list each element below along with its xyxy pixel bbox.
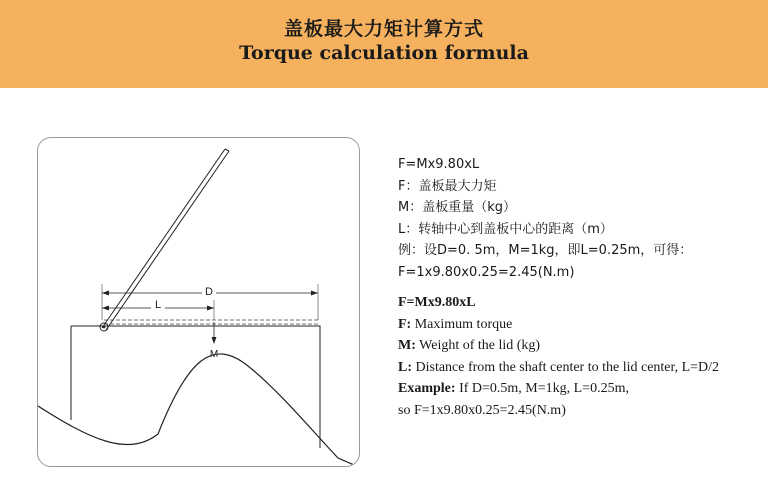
title-english: Torque calculation formula [239, 42, 529, 64]
en-l-row [398, 357, 719, 379]
en-l-label: L: [398, 359, 412, 375]
cn-formula: F=Mx9.80xL [398, 157, 480, 172]
dim-d-arrow-left [102, 291, 109, 296]
dim-l-arrow-right [207, 306, 214, 311]
wave-curve [38, 354, 360, 467]
en-l-text: Distance from the shaft center to the lid center, L=D/2 [415, 359, 720, 375]
en-formula-text: F=Mx9.80xL [398, 295, 476, 310]
cn-m-description: M：盖板重量（kg） [398, 200, 516, 215]
en-m-label: M: [398, 338, 416, 353]
dim-d-arrow-right [311, 291, 318, 296]
header-banner [0, 0, 768, 88]
cn-example: 例：设D=0. 5m，M=1kg，即L=0.25m，可得： [398, 243, 693, 258]
title-chinese: 盖板最大力矩计算方式 [283, 18, 484, 40]
torque-diagram [37, 137, 360, 467]
en-result: so F=1x9.80x0.25=2.45(N.m) [398, 402, 566, 418]
force-arrow-icon [212, 337, 217, 344]
lid-tip [225, 149, 229, 151]
en-f-text: Maximum torque [414, 316, 513, 332]
en-m-text: Weight of the lid (kg) [419, 338, 541, 353]
cn-result: F=1x9.80x0.25=2.45(N.m) [398, 264, 575, 280]
dim-l-label: L [154, 299, 162, 311]
en-f-row [398, 314, 719, 336]
box-body [71, 326, 320, 448]
en-example-text: If D=0.5m, M=1kg, L=0.25m, [459, 381, 629, 396]
en-example-label: Example: [398, 381, 456, 396]
lid-edge-inner [106, 151, 229, 330]
dim-d-label: D [205, 286, 213, 298]
en-formula [398, 292, 719, 314]
dim-l-arrow-left [102, 306, 109, 311]
en-m-row [398, 335, 719, 357]
cn-l-description: L：转轴中心到盖板中心的距离（m） [398, 221, 613, 237]
force-label: M [209, 349, 219, 360]
formula-chinese [398, 154, 692, 283]
cn-f-description: F：盖板最大力矩 [398, 178, 497, 194]
diagram-svg [38, 138, 360, 467]
formula-english [398, 292, 719, 421]
en-f-label: F: [398, 316, 412, 332]
en-example-row [398, 378, 719, 400]
